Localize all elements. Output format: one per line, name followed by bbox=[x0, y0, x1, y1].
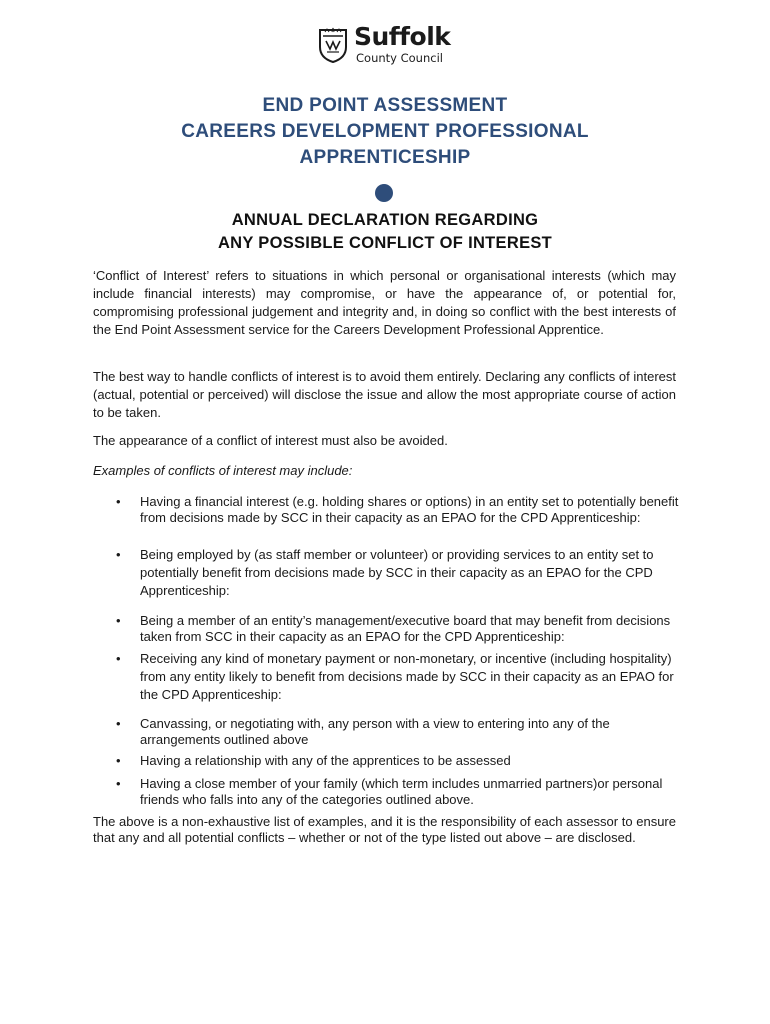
subtitle-line-2: ANY POSSIBLE CONFLICT OF INTEREST bbox=[217, 234, 553, 252]
logo-wordmark: Suffolk bbox=[354, 22, 451, 51]
list-item: Being employed by (as staff member or volunteer) or providing services to an entity set to potentially benefit from decisions made by SCC in their capacity as an EPAO for the CPD Apprenticeship: bbox=[140, 547, 654, 598]
bullet-marker: • bbox=[116, 494, 121, 509]
paragraph-appearance: The appearance of a conflict of interest must also be avoided. bbox=[93, 433, 448, 448]
title-line-2: CAREERS DEVELOPMENT PROFESSIONAL bbox=[181, 121, 589, 142]
subtitle-line-1: ANNUAL DECLARATION REGARDING bbox=[231, 211, 539, 229]
bullet-marker: • bbox=[116, 613, 121, 628]
suffolk-crest-icon bbox=[318, 27, 348, 63]
list-item: Having a financial interest (e.g. holding shares or options) in an entity set to potentially benefit from decisions made by SCC in their capacity as an EPAO for the CPD Apprenticeship: bbox=[140, 494, 679, 525]
title-line-3: APPRENTICESHIP bbox=[299, 147, 471, 168]
logo-subtitle: County Council bbox=[356, 51, 443, 65]
bullet-marker: • bbox=[116, 651, 121, 666]
list-item: Canvassing, or negotiating with, any person with a view to entering into any of the arrangements outlined above bbox=[140, 716, 610, 747]
suffolk-logo bbox=[318, 22, 458, 69]
paragraph-closing: The above is a non-exhaustive list of examples, and it is the responsibility of each assessor to ensure that any and all potential conflicts – whether or not of the type listed out above – are disclosed. bbox=[93, 814, 676, 845]
title-line-1: END POINT ASSESSMENT bbox=[262, 95, 508, 116]
list-item: Being a member of an entity’s management/executive board that may benefit from decisions taken from SCC in their capacity as an EPAO for the CPD Apprenticeship: bbox=[140, 613, 671, 644]
list-item: Having a relationship with any of the apprentices to be assessed bbox=[140, 753, 511, 768]
list-item: Having a close member of your family (which term includes unmarried partners)or personal friends who falls into any of the categories outlined above. bbox=[140, 776, 663, 807]
bullet-marker: • bbox=[116, 547, 121, 562]
bullet-marker: • bbox=[116, 753, 121, 768]
document-subtitle bbox=[60, 209, 710, 255]
paragraph-handling: The best way to handle conflicts of interest is to avoid them entirely. Declaring any conflicts of interest (actual, potential or perceived) will disclose the issue and allow the most appropriate course of action to be taken. bbox=[93, 369, 676, 420]
examples-heading: Examples of conflicts of interest may include: bbox=[93, 463, 353, 478]
document-title bbox=[60, 93, 710, 171]
bullet-marker: • bbox=[116, 716, 121, 731]
list-item: Receiving any kind of monetary payment or non-monetary, or incentive (including hospitality) from any entity likely to benefit from decisions made by SCC in their capacity as an EPAO for the CPD Apprenticeship: bbox=[140, 651, 674, 702]
separator-dot-icon bbox=[375, 184, 393, 202]
paragraph-definition: ‘Conflict of Interest’ refers to situations in which personal or organisational interests (which may include financial interests) may compromise, or have the appearance of, or potential for, compromising professional judgement and integrity and, in doing so conflict with the best interests of the End Point Assessment service for the Careers Development Professional Apprentice. bbox=[93, 268, 676, 337]
bullet-marker: • bbox=[116, 776, 121, 791]
